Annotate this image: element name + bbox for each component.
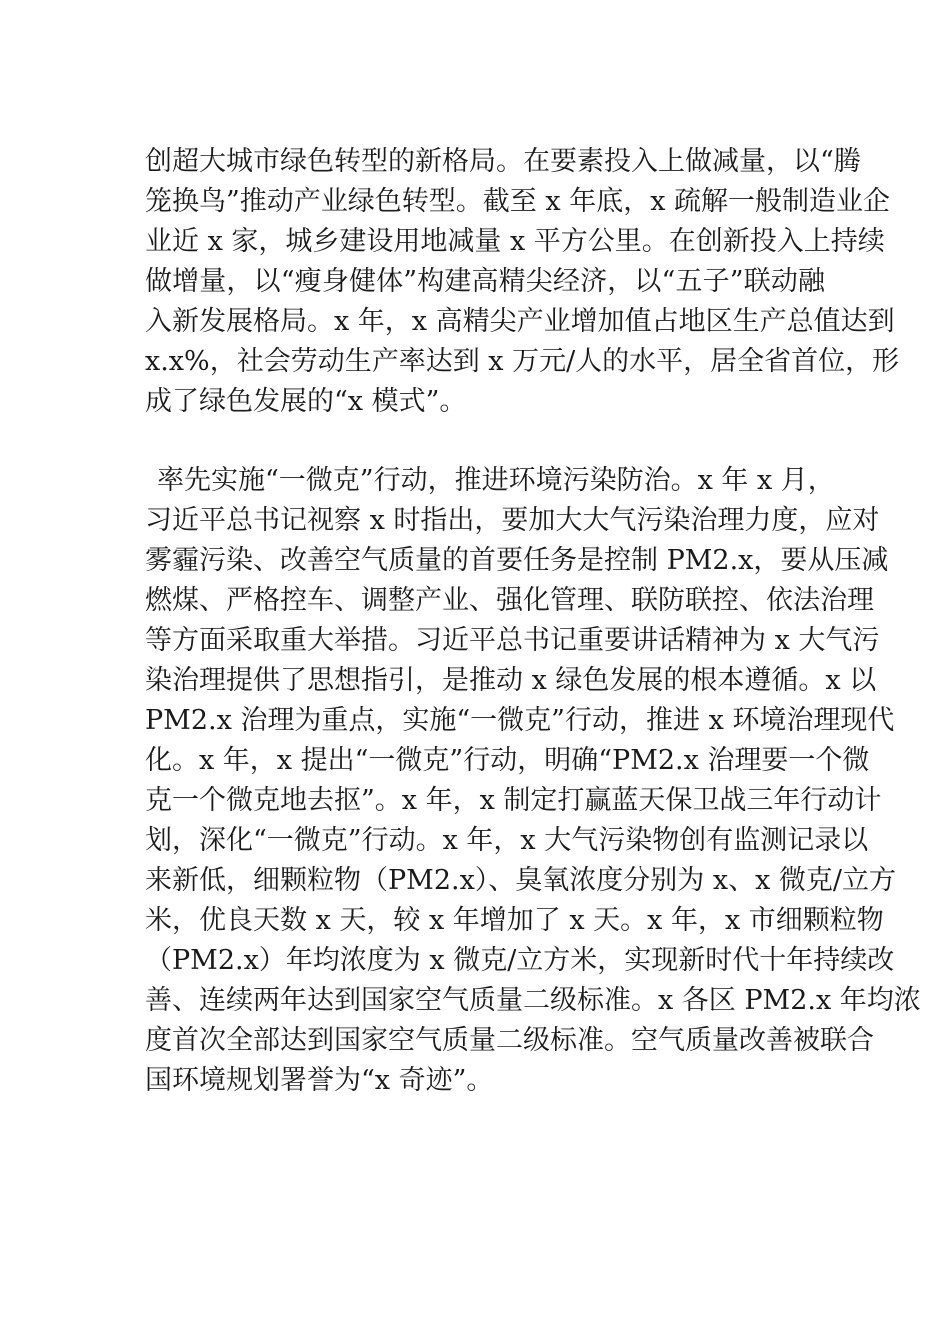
paragraph-pollution-control <box>145 461 921 1101</box>
text-line: 业近 x 家，城乡建设用地减量 x 平方公里。在创新投入上持续 <box>145 226 885 257</box>
text-line: 入新发展格局。x 年，x 高精尖产业增加值占地区生产总值达到 <box>145 306 895 337</box>
text-line: 燃煤、严格控车、调整产业、强化管理、联防联控、依法治理 <box>145 585 874 616</box>
text-line: （PM2.x）年均浓度为 x 微克/立方米，实现新时代十年持续改 <box>145 945 895 976</box>
text-line: 习近平总书记视察 x 时指出，要加大大气污染治理力度，应对 <box>145 505 880 536</box>
text-line: 笼换鸟”推动产业绿色转型。截至 x 年底，x 疏解一般制造业企 <box>145 186 891 217</box>
text-line: x.x%，社会劳动生产率达到 x 万元/人的水平，居全省首位，形 <box>145 346 900 377</box>
text-line: 成了绿色发展的“x 模式”。 <box>145 386 467 417</box>
text-line: 等方面采取重大举措。习近平总书记重要讲话精神为 x 大气污 <box>145 625 880 656</box>
text-line: 国环境规划署誉为“x 奇迹”。 <box>145 1065 494 1096</box>
text-line: 克一个微克地去抠”。x 年，x 制定打赢蓝天保卫战三年行动计 <box>145 785 882 816</box>
text-line: 雾霾污染、改善空气质量的首要任务是控制 PM2.x，要从压减 <box>145 545 889 576</box>
paragraph-green-transformation <box>145 142 900 422</box>
text-line: 划，深化“一微克”行动。x 年，x 大气污染物创有监测记录以 <box>145 825 869 856</box>
text-line: 染治理提供了思想指引，是推动 x 绿色发展的根本遵循。x 以 <box>145 665 877 696</box>
text-line: 善、连续两年达到国家空气质量二级标准。x 各区 PM2.x 年均浓 <box>145 985 921 1016</box>
text-line: 化。x 年，x 提出“一微克”行动，明确“PM2.x 治理要一个微 <box>145 745 870 776</box>
text-line: 做增量，以“瘦身健体”构建高精尖经济，以“五子”联动融 <box>145 266 825 297</box>
text-line: 创超大城市绿色转型的新格局。在要素投入上做减量，以“腾 <box>145 146 861 177</box>
text-line: 度首次全部达到国家空气质量二级标准。空气质量改善被联合 <box>145 1025 874 1056</box>
text-line: PM2.x 治理为重点，实施“一微克”行动，推进 x 环境治理现代 <box>145 705 895 736</box>
text-line: 米，优良天数 x 天，较 x 年增加了 x 天。x 年，x 市细颗粒物 <box>145 905 884 936</box>
text-line: 来新低，细颗粒物（PM2.x）、臭氧浓度分别为 x、x 微克/立方 <box>145 865 897 896</box>
text-line: 率先实施“一微克”行动，推进环境污染防治。x 年 x 月， <box>157 465 835 496</box>
